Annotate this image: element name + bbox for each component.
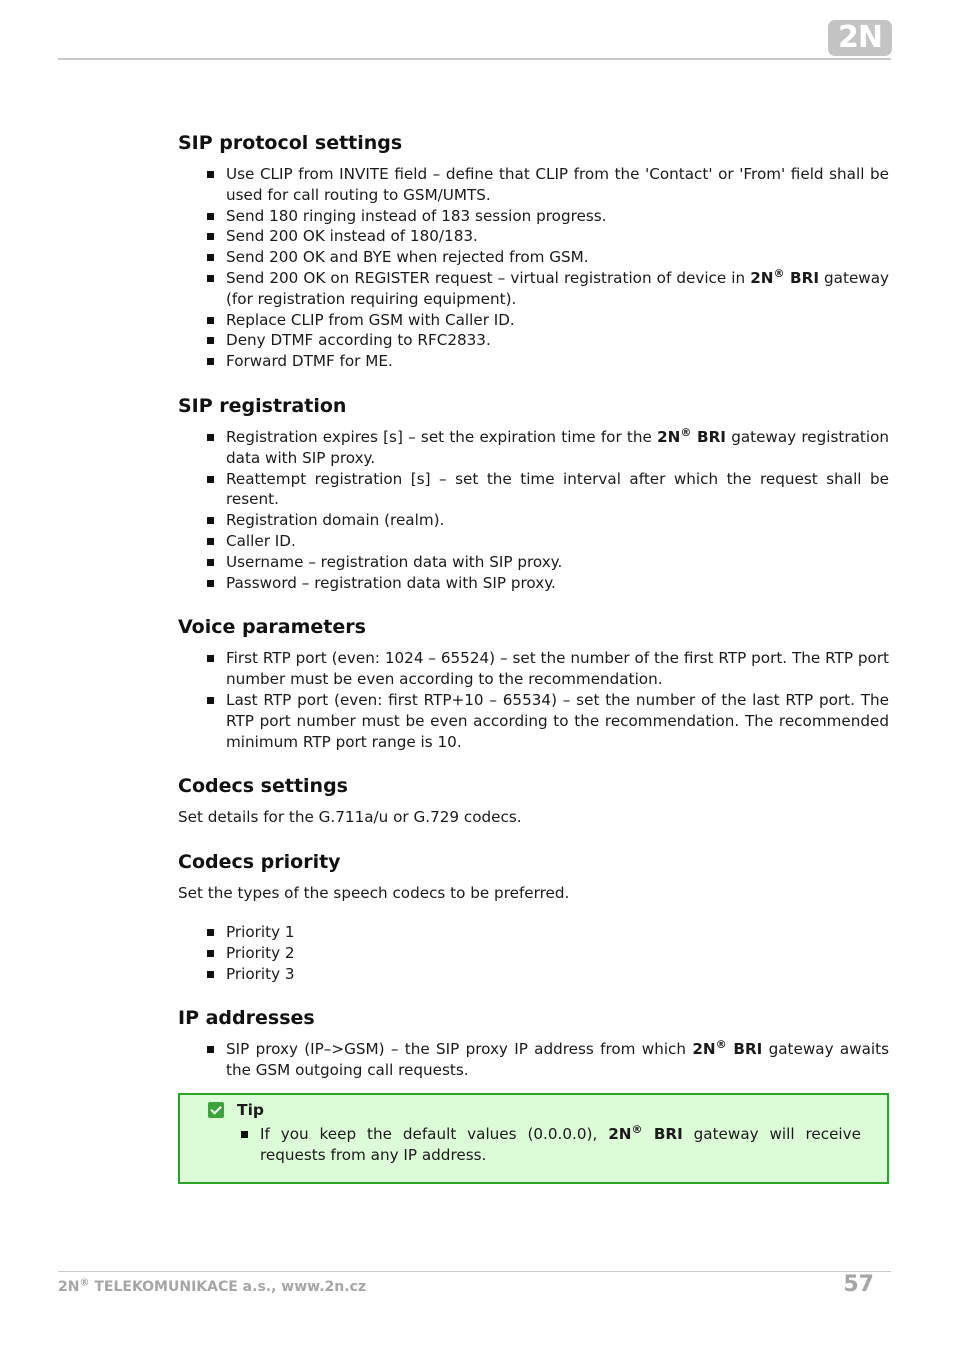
section-paragraph: Set details for the G.711a/u or G.729 codecs. (178, 808, 522, 827)
tip-label: Tip (237, 1100, 264, 1119)
bullet-list (178, 164, 889, 372)
brand-name: 2N (608, 1124, 632, 1143)
item-text: SIP proxy (IP–>GSM) – the SIP proxy IP address from which (226, 1040, 693, 1059)
section-heading: SIP registration (178, 394, 347, 417)
section-heading: Voice parameters (178, 616, 366, 639)
bullet-list (178, 648, 889, 752)
header-rule (58, 58, 891, 60)
list-item (260, 1124, 861, 1166)
list-item: Reattempt registration [s] – set the time interval after which the request shall be resent. (226, 469, 889, 509)
section-codecs-settings (178, 773, 889, 828)
section-sip-registration (178, 393, 889, 593)
brand-name: 2N (750, 268, 774, 287)
brand-name: 2N (657, 427, 681, 446)
product-name: BRI (726, 1040, 763, 1059)
list-item: Registration domain (realm). (226, 510, 889, 531)
list-item: Password – registration data with SIP proxy. (226, 573, 889, 594)
bullet-list (178, 922, 889, 984)
registered-mark: ® (773, 266, 785, 280)
product-name: BRI (784, 268, 819, 287)
footer-company (58, 1279, 366, 1295)
bullet-list (178, 1039, 889, 1081)
tip-header (208, 1100, 861, 1120)
item-text: gateway registration data with SIP proxy. (226, 427, 889, 467)
list-item: First RTP port (even: 1024 – 65524) – set the number of the first RTP port. The RTP port number must be even according to the recommendation. (226, 649, 889, 689)
section-ip-addresses (178, 1005, 889, 1081)
page-number: 57 (843, 1272, 874, 1297)
section-heading: Codecs priority (178, 851, 341, 874)
list-item: Priority 1 (226, 922, 889, 943)
section-paragraph: Set the types of the speech codecs to be preferred. (178, 884, 570, 903)
list-item: Caller ID. (226, 531, 889, 552)
section-voice-parameters (178, 614, 889, 752)
checkbox-check-icon (208, 1102, 224, 1118)
list-item (226, 427, 889, 469)
section-codecs-priority (178, 849, 889, 984)
registered-mark: ® (79, 1277, 90, 1289)
list-item: Priority 3 (226, 964, 889, 985)
section-sip-protocol (178, 130, 889, 372)
item-text: If you keep the default values (0.0.0.0), (260, 1124, 609, 1143)
list-item: Username – registration data with SIP proxy. (226, 552, 889, 573)
list-item: Replace CLIP from GSM with Caller ID. (226, 310, 889, 331)
section-heading: SIP protocol settings (178, 132, 403, 154)
list-item (226, 268, 889, 310)
bullet-list (208, 1124, 861, 1166)
brand-name: 2N (692, 1040, 716, 1059)
product-name: BRI (691, 427, 726, 446)
item-text: Registration expires [s] – set the expiration time for the (226, 427, 658, 446)
list-item: Last RTP port (even: first RTP+10 – 65534) – set the number of the last RTP port. The RTP port number must be even according to the recommendation. The recommended minimum RTP port range is 10. (226, 690, 889, 751)
section-heading: Codecs settings (178, 775, 348, 798)
footer-company-rest: TELEKOMUNIKACE a.s., www.2n.cz (89, 1279, 366, 1295)
tip-box (178, 1093, 889, 1184)
list-item: Send 200 OK and BYE when rejected from GSM. (226, 247, 889, 268)
bullet-list (178, 427, 889, 593)
list-item: Priority 2 (226, 943, 889, 964)
list-item: Send 180 ringing instead of 183 session progress. (226, 206, 889, 227)
registered-mark: ® (631, 1122, 643, 1136)
item-text: Send 200 OK on REGISTER request – virtual registration of device in (226, 268, 751, 287)
page-content (178, 130, 889, 1184)
section-heading: IP addresses (178, 1007, 315, 1030)
list-item: Use CLIP from INVITE field – define that CLIP from the 'Contact' or 'From' field shall be used for call routing to GSM/UMTS. (226, 165, 889, 204)
item-text: gateway (for registration requiring equipment). (226, 268, 889, 308)
footer-brand: 2N (58, 1279, 80, 1295)
product-name: BRI (642, 1124, 683, 1143)
item-text: gateway awaits the GSM outgoing call requests. (226, 1040, 889, 1080)
list-item: Send 200 OK instead of 180/183. (226, 226, 889, 247)
registered-mark: ® (715, 1038, 727, 1052)
item-text: gateway will receive requests from any IP address. (260, 1124, 861, 1164)
brand-logo: 2N (828, 20, 892, 56)
registered-mark: ® (680, 425, 692, 439)
list-item: Forward DTMF for ME. (226, 351, 889, 372)
list-item (226, 1039, 889, 1081)
footer-rule (58, 1271, 891, 1272)
list-item: Deny DTMF according to RFC2833. (226, 330, 889, 351)
